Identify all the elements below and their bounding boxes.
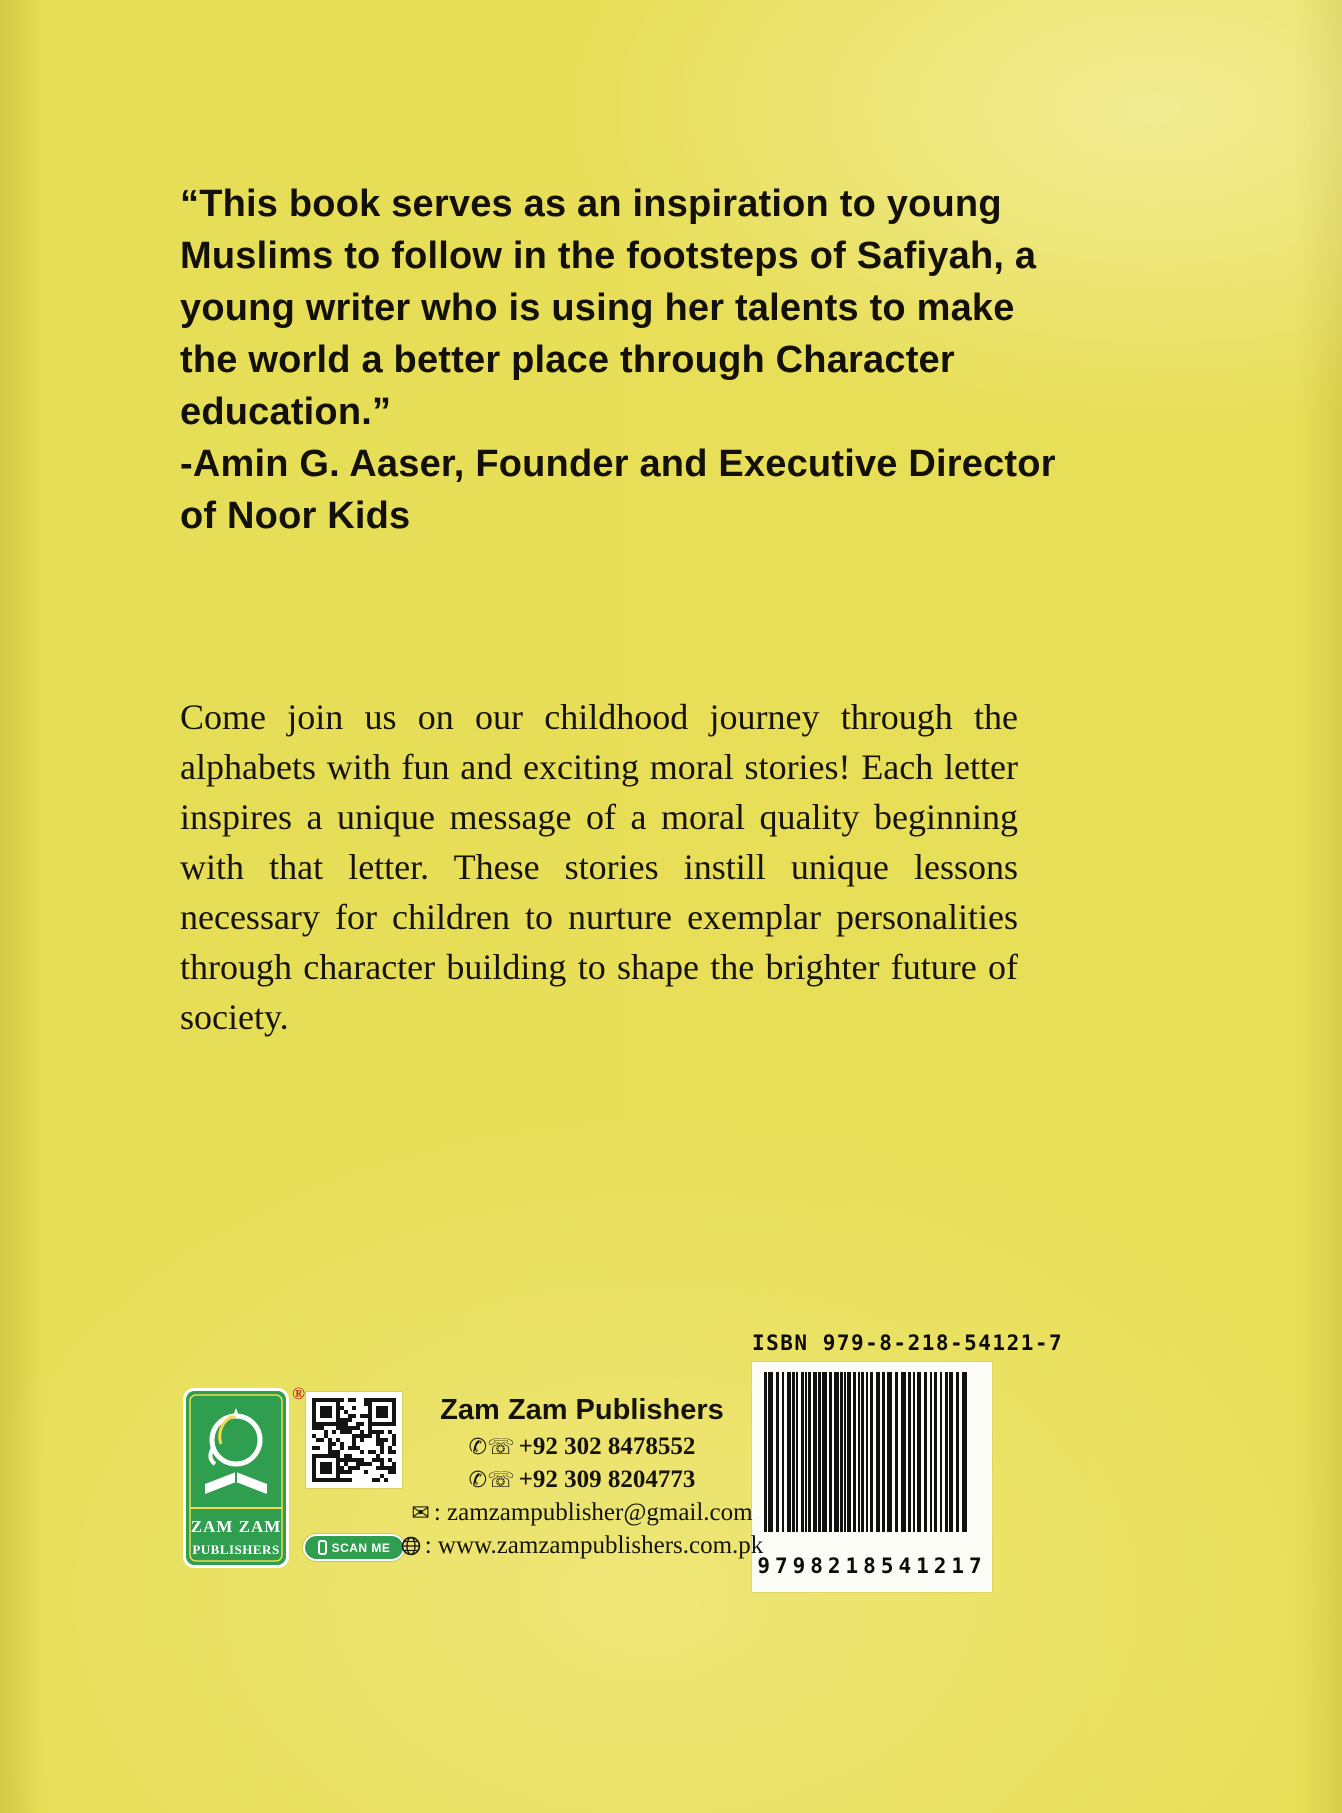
publisher-contact-block: [398, 1392, 766, 1562]
qr-code: [306, 1392, 402, 1488]
qr-modules: [312, 1398, 396, 1482]
publisher-phone2: ✆☏ +92 309 8204773: [468, 1466, 696, 1493]
barcode: [752, 1362, 992, 1592]
phone-icon: ✆☏: [468, 1467, 515, 1492]
quote-text: “This book serves as an inspiration to young Muslims to follow in the footsteps of Safiyah, a young writer who is using her talents to make the world a better place through Character education.”: [180, 183, 1037, 433]
registered-trademark-icon: ®: [292, 1384, 305, 1403]
barcode-number: 9798218541217: [757, 1554, 987, 1578]
scan-me-badge: [303, 1534, 405, 1561]
envelope-icon: ✉: [411, 1500, 430, 1525]
scan-me-label: SCAN ME: [331, 1540, 391, 1555]
publisher-email: ✉ : zamzampublisher@gmail.com: [411, 1499, 753, 1526]
globe-icon: [401, 1536, 421, 1556]
publisher-logo: [183, 1384, 305, 1568]
phone-icon: ✆☏: [468, 1434, 515, 1459]
publisher-name: Zam Zam Publishers: [440, 1394, 724, 1426]
mobile-phone-icon: [318, 1540, 327, 1555]
logo-name-line1: ZAM ZAM: [190, 1517, 282, 1536]
description-text: Come join us on our childhood journey through the alphabets with fun and exciting moral stories! Each letter inspires a unique message of a moral quality beginning with that letter. These stories instill unique lessons necessary for children to nurture exemplar personalities through character building to shape the brighter future of society.: [180, 697, 1018, 1037]
quote-block: [180, 178, 1058, 542]
barcode-bars: [764, 1372, 980, 1532]
quote-attribution: -Amin G. Aaser, Founder and Executive Director of Noor Kids: [180, 443, 1056, 537]
publisher-logo-art: [183, 1388, 289, 1568]
publisher-website: : www.zamzampublishers.com.pk: [398, 1529, 766, 1562]
logo-name-line2: PUBLISHERS: [192, 1542, 280, 1557]
isbn-label: ISBN 979-8-218-54121-7: [752, 1331, 1064, 1355]
publisher-phone1: ✆☏ +92 302 8478552: [468, 1433, 696, 1460]
